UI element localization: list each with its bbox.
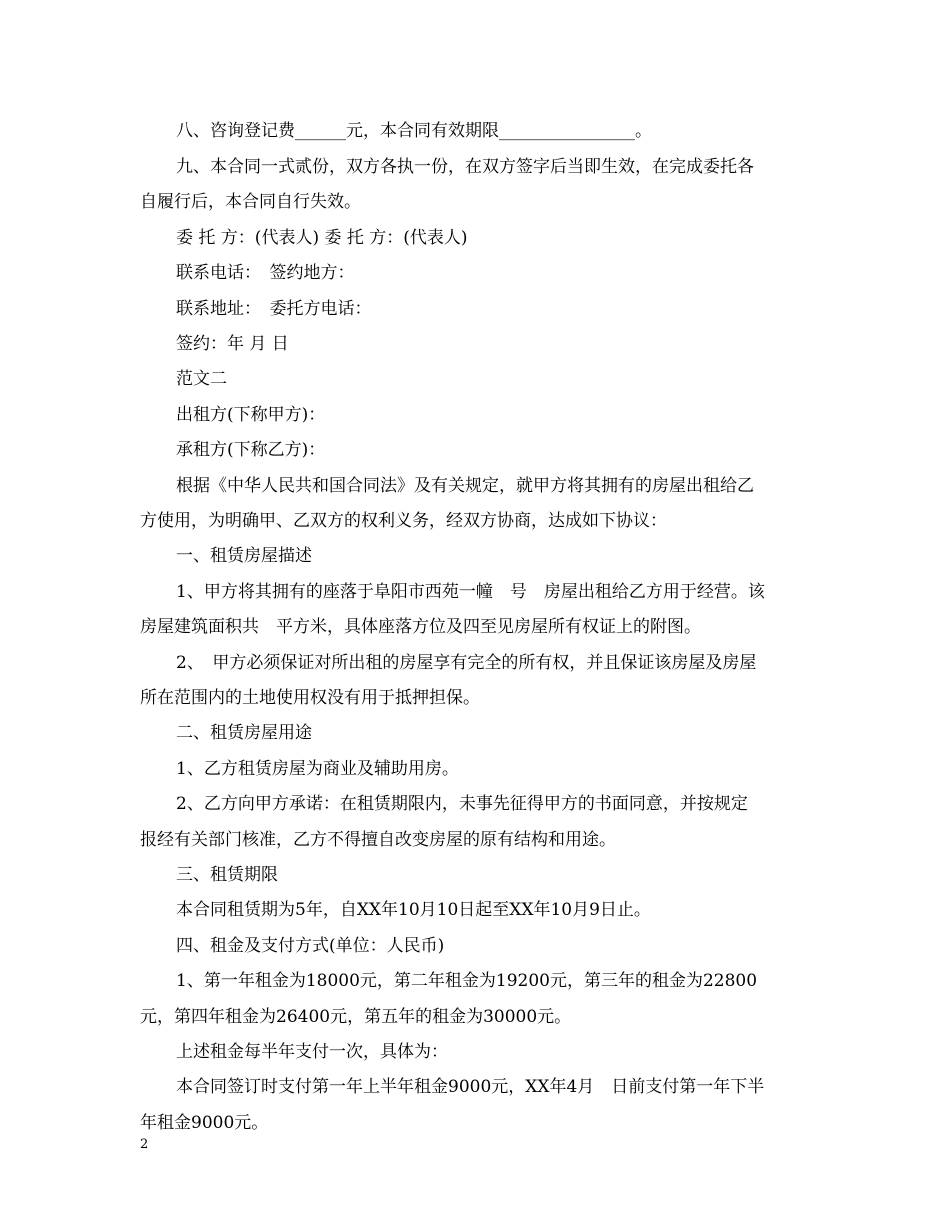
article-2-item-2-line-2: 报经有关部门核准，乙方不得擅自改变房屋的原有结构和用途。 <box>140 830 616 850</box>
clause-8-line: 八、咨询登记费______元，本合同有效期限________________。 <box>176 121 652 141</box>
article-3-heading: 三、租赁期限 <box>176 865 278 885</box>
article-4-item-1-line-1: 1、第一年租金为18000元，第二年租金为19200元，第三年的租金为22800 <box>176 971 758 991</box>
article-1-heading: 一、租赁房屋描述 <box>176 546 312 566</box>
contact-address-line: 联系地址： 委托方电话： <box>176 299 372 319</box>
article-2-heading: 二、租赁房屋用途 <box>176 723 312 743</box>
article-2-item-2-line-1: 2、乙方向甲方承诺：在租赁期限内，未事先征得甲方的书面同意，并按规定 <box>176 794 748 814</box>
preamble-line-2: 方使用，为明确甲、乙双方的权利义务，经双方协商，达成如下协议： <box>140 511 667 531</box>
signing-date-line: 签约：年 月 日 <box>176 334 289 354</box>
article-1-item-1-line-1: 1、甲方将其拥有的座落于阜阳市西苑一幢 号 房屋出租给乙方用于经营。该 <box>176 582 765 602</box>
article-1-item-1-line-2: 房屋建筑面积共 平方米，具体座落方位及四至见房屋所有权证上的附图。 <box>140 617 701 637</box>
article-4-schedule-line-2: 年租金9000元。 <box>140 1113 269 1133</box>
lessee-line: 承租方(下称乙方)： <box>176 440 326 460</box>
article-2-item-1: 1、乙方租赁房屋为商业及辅助用房。 <box>176 759 459 779</box>
article-4-schedule-line-1: 本合同签订时支付第一年上半年租金9000元，XX年4月 日前支付第一年下半 <box>176 1077 765 1097</box>
signatory-line: 委 托 方：(代表人) 委 托 方：(代表人) <box>176 228 468 248</box>
section-heading: 范文二 <box>176 369 227 389</box>
preamble-line-1: 根据《中华人民共和国合同法》及有关规定，就甲方将其拥有的房屋出租给乙 <box>176 476 754 496</box>
article-4-payment-line: 上述租金每半年支付一次，具体为： <box>176 1042 448 1062</box>
clause-9-line-2: 自履行后，本合同自行失效。 <box>140 192 361 212</box>
page-number: 2 <box>140 1137 149 1152</box>
article-4-item-1-line-2: 元，第四年租金为26400元，第五年的租金为30000元。 <box>140 1007 572 1027</box>
contact-phone-line: 联系电话： 签约地方： <box>176 263 355 283</box>
clause-9-line-1: 九、本合同一式贰份，双方各执一份，在双方签字后当即生效，在完成委托各 <box>176 157 754 177</box>
article-3-text: 本合同租赁期为5年，自XX年10月10日起至XX年10月9日止。 <box>176 900 651 920</box>
article-4-heading: 四、租金及支付方式(单位：人民币) <box>176 936 445 956</box>
article-1-item-2-line-1: 2、 甲方必须保证对所出租的房屋享有完全的所有权，并且保证该房屋及房屋 <box>176 653 757 673</box>
article-1-item-2-line-2: 所在范围内的土地使用权没有用于抵押担保。 <box>140 688 480 708</box>
lessor-line: 出租方(下称甲方)： <box>176 405 326 425</box>
